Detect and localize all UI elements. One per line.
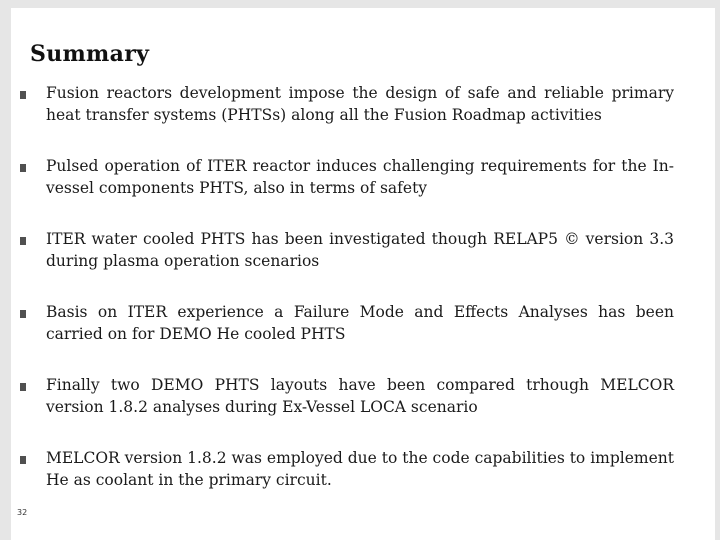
bullet-square-icon — [20, 383, 26, 391]
slide — [11, 8, 715, 540]
bullet-square-icon — [20, 310, 26, 318]
bullet-item — [11, 301, 715, 351]
bullet-text: Finally two DEMO PHTS layouts have been compared trhough MELCOR version 1.8.2 analyses during Ex-Vessel LOCA scenario — [46, 376, 674, 416]
bullet-item — [11, 155, 715, 205]
bullet-text: MELCOR version 1.8.2 was employed due to the code capabilities to implement He as coolant in the primary circuit. — [46, 449, 674, 489]
bullet-square-icon — [20, 164, 26, 172]
bullet-text: ITER water cooled PHTS has been investigated though RELAP5 © version 3.3 during plasma operation scenarios — [46, 230, 674, 270]
bullet-text: Pulsed operation of ITER reactor induces challenging requirements for the In-vessel components PHTS, also in terms of safety — [46, 157, 674, 197]
bullet-square-icon — [20, 91, 26, 99]
bullet-item — [11, 82, 715, 132]
bullet-text: Fusion reactors development impose the design of safe and reliable primary heat transfer systems (PHTSs) along all the Fusion Roadmap activities — [46, 84, 674, 124]
bullet-square-icon — [20, 456, 26, 464]
bullet-square-icon — [20, 237, 26, 245]
page-number: 32 — [17, 508, 28, 517]
bullet-item — [11, 374, 715, 424]
bullet-item — [11, 447, 715, 497]
slide-title: Summary — [30, 41, 150, 67]
bullet-text: Basis on ITER experience a Failure Mode and Effects Analyses has been carried on for DEMO He cooled PHTS — [46, 303, 674, 343]
bullet-item — [11, 228, 715, 278]
